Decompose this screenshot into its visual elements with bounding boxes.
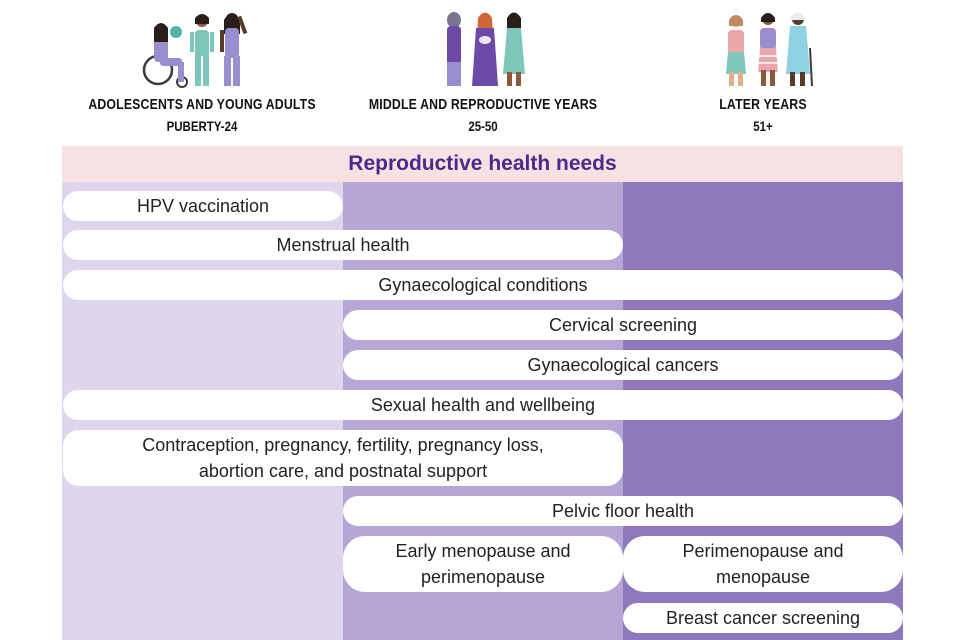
need-hpv-vaccination: HPV vaccination [63,191,343,221]
wheelchair-user-icon [144,23,187,87]
middle-years-people-illustration [440,8,530,90]
need-contraception-pregnancy: Contraception, pregnancy, fertility, pregnancy loss, abortion care, and postnatal support [63,430,623,486]
need-gynaecological-conditions: Gynaecological conditions [63,270,903,300]
need-breast-cancer-screening: Breast cancer screening [623,603,903,633]
stage-adolescents [87,96,317,134]
adolescents-people-illustration [140,8,270,90]
stage-later-years [648,96,878,134]
later-years-people-illustration [720,8,815,90]
need-cervical-screening: Cervical screening [343,310,903,340]
woman-hijab-icon [447,12,461,86]
young-woman-teal-icon [190,14,214,86]
older-woman-striped-skirt-icon [758,13,778,86]
woman-with-baby-icon [472,13,498,87]
woman-teal-dress-icon [503,13,525,87]
stage-title: MIDDLE AND REPRODUCTIVE YEARS [368,96,598,113]
header-title: Reproductive health needs [348,152,617,175]
need-sexual-health-and-wellbeing: Sexual health and wellbeing [63,390,903,420]
stage-middle-years [368,96,598,134]
stage-range: 25-50 [468,118,498,134]
older-woman-pink-icon [726,15,746,86]
older-woman-with-cane-icon [786,13,812,87]
stage-title: LATER YEARS [719,96,807,113]
need-menstrual-health: Menstrual health [63,230,623,260]
stage-range: 51+ [753,118,773,134]
need-perimenopause-and-menopause: Perimenopause and menopause [623,536,903,592]
need-gynaecological-cancers: Gynaecological cancers [343,350,903,380]
young-woman-lilac-icon [220,13,247,86]
reproductive-health-needs-header [62,146,903,182]
stage-title: ADOLESCENTS AND YOUNG ADULTS [88,96,316,113]
stage-range: PUBERTY-24 [166,118,238,134]
need-pelvic-floor-health: Pelvic floor health [343,496,903,526]
need-early-menopause-and-perimenopause: Early menopause and perimenopause [343,536,623,592]
